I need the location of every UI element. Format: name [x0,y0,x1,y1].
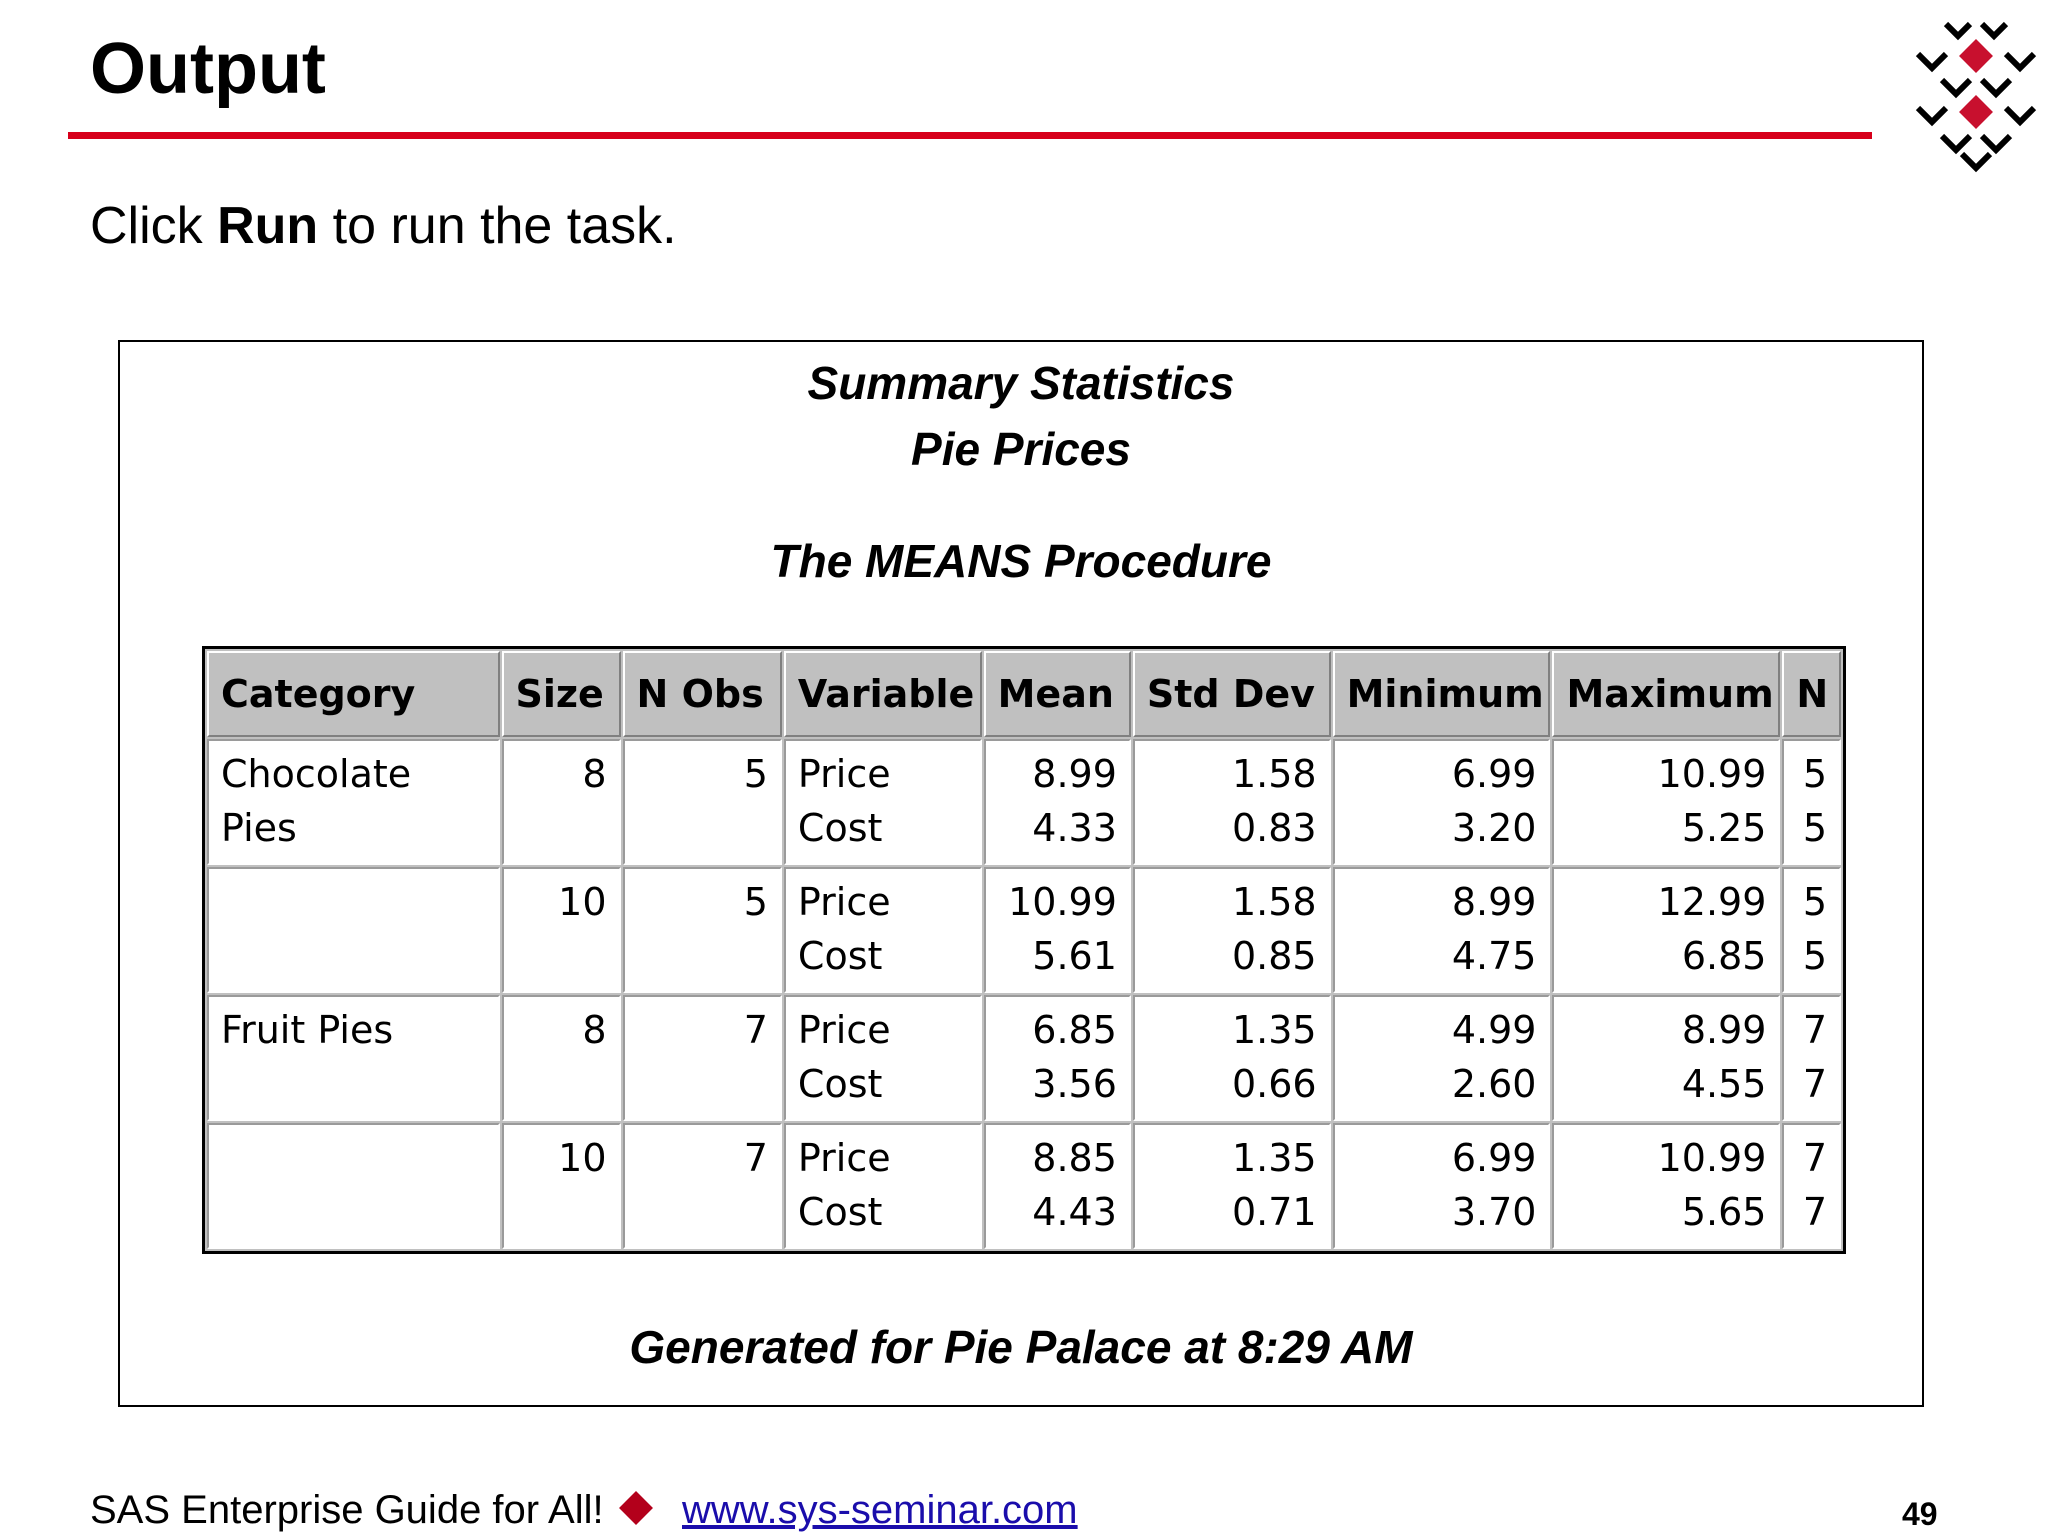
category-cell [207,867,500,993]
nobs-cell: 7 [623,1123,782,1249]
min-cell: 6.99 3.70 [1333,1123,1551,1249]
title-divider [68,132,1872,139]
output-subtitle: Pie Prices [911,423,1131,475]
column-header: Variable [784,651,982,737]
column-header: Minimum [1333,651,1551,737]
variable-cell: Price Cost [784,867,982,993]
min-cell: 4.99 2.60 [1333,995,1551,1121]
size-cell: 8 [502,995,621,1121]
table-row [207,867,1841,993]
std-cell: 1.35 0.66 [1133,995,1331,1121]
variable-cell: Price Cost [784,1123,982,1249]
min-cell: 8.99 4.75 [1333,867,1551,993]
website-link[interactable]: www.sys-seminar.com [682,1488,1078,1532]
table-header-row [207,651,1841,737]
std-cell: 1.58 0.83 [1133,739,1331,865]
variable-cell: Price Cost [784,739,982,865]
column-header: Category [207,651,500,737]
size-cell: 10 [502,867,621,993]
table-row [207,1123,1841,1249]
size-cell: 10 [502,1123,621,1249]
red-diamond-icon [619,1491,653,1525]
mean-cell: 6.85 3.56 [984,995,1131,1121]
n-cell: 5 5 [1782,739,1841,865]
column-header: Size [502,651,621,737]
category-cell: Fruit Pies [207,995,500,1121]
output-footnote: Generated for Pie Palace at 8:29 AM [629,1321,1413,1373]
nobs-cell: 5 [623,867,782,993]
max-cell: 10.99 5.25 [1552,739,1780,865]
company-logo-icon [1912,14,2042,176]
footer-text: SAS Enterprise Guide for All! [90,1488,604,1532]
variable-cell: Price Cost [784,995,982,1121]
mean-cell: 8.99 4.33 [984,739,1131,865]
sas-output-panel [118,340,1924,1407]
column-header: N Obs [623,651,782,737]
n-cell: 5 5 [1782,867,1841,993]
n-cell: 7 7 [1782,1123,1841,1249]
means-table [202,646,1846,1254]
max-cell: 12.99 6.85 [1552,867,1780,993]
column-header: N [1782,651,1841,737]
column-header: Std Dev [1133,651,1331,737]
min-cell: 6.99 3.20 [1333,739,1551,865]
max-cell: 8.99 4.55 [1552,995,1780,1121]
std-cell: 1.58 0.85 [1133,867,1331,993]
slide-title: Output [90,29,326,109]
run-keyword: Run [217,197,319,255]
column-header: Mean [984,651,1131,737]
page-number: 49 [1902,1496,1938,1532]
std-cell: 1.35 0.71 [1133,1123,1331,1249]
instruction-text: Click Run to run the task. [90,197,677,255]
mean-cell: 10.99 5.61 [984,867,1131,993]
output-title: Summary Statistics [807,357,1235,409]
mean-cell: 8.85 4.43 [984,1123,1131,1249]
column-header: Maximum [1552,651,1780,737]
table-row [207,739,1841,865]
size-cell: 8 [502,739,621,865]
nobs-cell: 7 [623,995,782,1121]
procedure-title: The MEANS Procedure [770,535,1272,587]
n-cell: 7 7 [1782,995,1841,1121]
category-cell: Chocolate Pies [207,739,500,865]
table-row [207,995,1841,1121]
category-cell [207,1123,500,1249]
max-cell: 10.99 5.65 [1552,1123,1780,1249]
nobs-cell: 5 [623,739,782,865]
